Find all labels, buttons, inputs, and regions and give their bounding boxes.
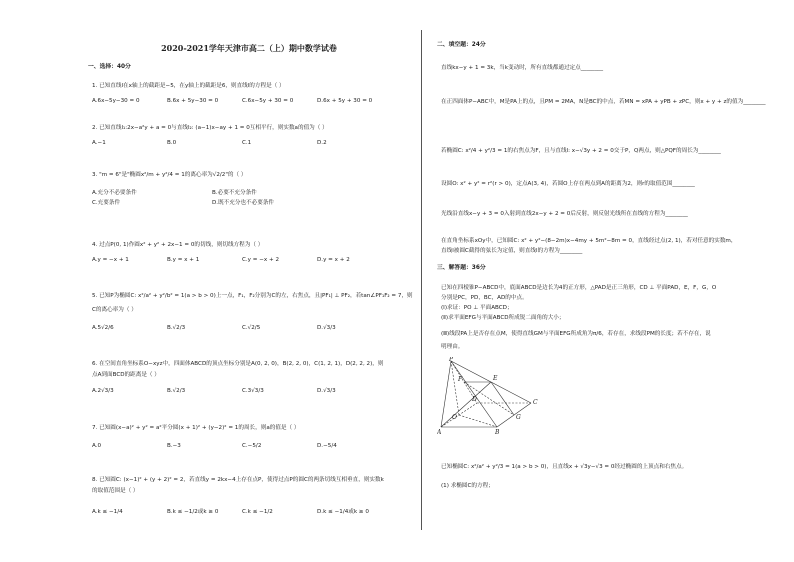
option-d: D.2 [317, 140, 327, 146]
option-a: A.k ≤ −1/4 [92, 509, 123, 515]
label-a: A [437, 429, 442, 435]
solve-1-line-6: 明理由。 [441, 344, 464, 350]
option-c: C.3√3/3 [242, 388, 264, 394]
option-a: A.充分不必要条件 [92, 190, 137, 196]
question-1-options [92, 98, 392, 105]
question-8-options [92, 509, 392, 516]
option-c: C.y = −x + 2 [242, 257, 280, 263]
question-3-options [92, 190, 392, 207]
section-solve-heading: 三、解答题：36分 [437, 265, 486, 271]
solve-1-line-3: (Ⅰ)求证：PO ⊥ 平面ABCD； [441, 305, 513, 311]
exam-title: 2020-2021学年天津市高二（上）期中数学试卷 [161, 43, 337, 53]
label-o: O [452, 414, 457, 421]
fill-question-2: 在正四面体P−ABC中，M是PA上的点，且PM = 2MA，N是BC的中点，若MN = xPA + yPB + zPC，则x + y + z的值为________ [441, 99, 766, 105]
fill-question-3: 若椭圆C: x²/4 + y²/3 = 1的右焦点为F，且与直线l: x−√3y + 2 = 0交于P，Q两点，则△PQF的周长为________ [441, 148, 721, 154]
section-choice-heading: 一、选择：40分 [88, 64, 131, 70]
option-a: A.6x−5y−30 = 0 [92, 98, 140, 104]
question-5-options [92, 325, 392, 332]
option-a: A.5√2/6 [92, 325, 114, 331]
option-a: A.−1 [92, 140, 106, 146]
label-f: F [458, 376, 463, 383]
question-5-text: 5. 已知P为椭圆C: x²/a² + y²/b² = 1(a > b > 0)上一点，F₁，F₂分别为C的左，右焦点，且|PF₁| ⊥ PF₂，若tan∠PF₁F₂ = 7，则 [92, 293, 413, 299]
label-p: P [449, 357, 454, 363]
solve-2-line-2: (1) 求椭圆C的方程； [441, 483, 494, 489]
label-c: C [533, 399, 538, 406]
question-2-options [92, 140, 392, 147]
question-2-text: 2. 已知直线l₁:2x−a²y + a = 0与直线l₂: (a−1)x−ay + 1 = 0互相平行，则实数a的值为（ ） [92, 125, 328, 131]
option-d: D.√3/3 [317, 388, 336, 394]
label-g: G [516, 414, 521, 421]
option-b: B.6x + 5y−30 = 0 [167, 98, 219, 104]
question-6-text-cont: 点A到面BCD的距离是（ ） [92, 372, 160, 378]
option-c: C.1 [242, 140, 252, 146]
question-8-text-cont: 的取值范围是（ ） [92, 488, 139, 494]
solve-2-line-1: 已知椭圆C: x²/a² + y²/3 = 1(a > b > 0)，且直线x + √3y−√3 = 0经过椭圆的上顶点和右焦点。 [441, 464, 688, 470]
option-d: D.√3/3 [317, 325, 336, 331]
question-6-options [92, 388, 392, 395]
question-5-text-cont: C的离心率为（ ） [92, 307, 137, 313]
option-c: C.−5/2 [242, 443, 262, 449]
solve-1-line-5: (Ⅲ)线段PA上是否存在点M，使得直线GM与平面EFG所成角为π/6，若存在，求线段PM的长度；若不存在，说 [441, 331, 711, 337]
fill-question-5: 光线沿直线x−y + 3 = 0入射到直线2x−y + 2 = 0后反射，则反射光线所在直线的方程为________ [441, 211, 688, 217]
question-3-text: 3. "m = 6"是"椭圆x²/m + y²/4 = 1的离心率为√2/2"的（ ） [92, 172, 247, 178]
solve-1-line-2: 分别是PC，PD，BC，AD的中点。 [441, 295, 528, 301]
option-b: B.√2/3 [167, 388, 186, 394]
label-b: B [495, 429, 500, 435]
question-7-options [92, 443, 392, 450]
fill-question-6-cont: 直线l被圆C截得的弦长为定值，则直线l的方程为________ [441, 248, 583, 254]
option-c: C.充要条件 [92, 200, 121, 206]
option-c: C.√2/5 [242, 325, 261, 331]
option-d: D.k ≤ −1/4或k ≥ 0 [317, 509, 369, 515]
option-a: A.0 [92, 443, 102, 449]
option-a: A.2√3/3 [92, 388, 114, 394]
option-d: D.y = x + 2 [317, 257, 350, 263]
question-1-text: 1. 已知直线l在x轴上的截距是−5，在y轴上的截距是6，则直线l的方程是（ ） [92, 83, 285, 89]
section-fill-heading: 二、填空题：24分 [437, 42, 486, 48]
question-4-text: 4. 过点P(0, 1)作圆x² + y² + 2x−1 = 0的切线，则切线方程为（ ） [92, 242, 264, 248]
label-d: D [472, 396, 477, 403]
option-d: D.既不充分也不必要条件 [212, 200, 275, 206]
solve-1-line-4: (Ⅱ)求平面EFG与平面ABCD所成锐二面角的大小； [441, 315, 565, 321]
solve-1-line-1: 已知在四棱锥P−ABCD中，底面ABCD是边长为4的正方形，△PAD是正三角形，CD ⊥ 平面PAD，E，F，G，O [441, 285, 717, 291]
option-b: B.必要不充分条件 [212, 190, 257, 196]
option-b: B.−3 [167, 443, 181, 449]
option-d: D.6x + 5y + 30 = 0 [317, 98, 373, 104]
fill-question-6: 在直角坐标系xOy中，已知圆C: x² + y²−(8−2m)x−4my + 5m²−8m = 0，直线经过点(2, 1)，若对任意的实数m， [441, 238, 737, 244]
option-d: D.−5/4 [317, 443, 337, 449]
column-divider [421, 30, 422, 530]
label-e: E [493, 375, 498, 382]
question-4-options [92, 257, 392, 264]
question-8-text: 8. 已知圆C: (x−1)² + (y + 2)² = 2，若直线y = 2kx−4上存在点P，使得过点P的圆C的两条切线互相垂直，则实数k [92, 477, 384, 483]
option-b: B.√2/3 [167, 325, 186, 331]
option-b: B.k ≤ −1/2或k ≥ 0 [167, 509, 219, 515]
pyramid-figure [437, 357, 557, 435]
fill-question-1: 直线kx−y + 1 = 3k，当k变动时，所有直线都通过定点________ [441, 65, 604, 71]
option-a: A.y = −x + 1 [92, 257, 129, 263]
option-b: B.y = x + 1 [167, 257, 200, 263]
option-b: B.0 [167, 140, 177, 146]
option-c: C.k ≤ −1/2 [242, 509, 273, 515]
fill-question-4: 设圆O: x² + y² = r²(r > 0)，定点A(3, 4)，若圆O上存在两点到A的距离为2，则r的取值范围________ [441, 181, 695, 187]
question-6-text: 6. 在空间直角坐标系O−xyz中，四面体ABCD的顶点坐标分别是A(0, 2, 0)，B(2, 2, 0)，C(1, 2, 1)，D(2, 2, 2)，则 [92, 361, 384, 367]
question-7-text: 7. 已知圆(x−a)² + y² = a²平分圆(x + 1)² + (y−2)² = 1的周长，则a的值是（ ） [92, 425, 300, 431]
option-c: C.6x−5y + 30 = 0 [242, 98, 294, 104]
